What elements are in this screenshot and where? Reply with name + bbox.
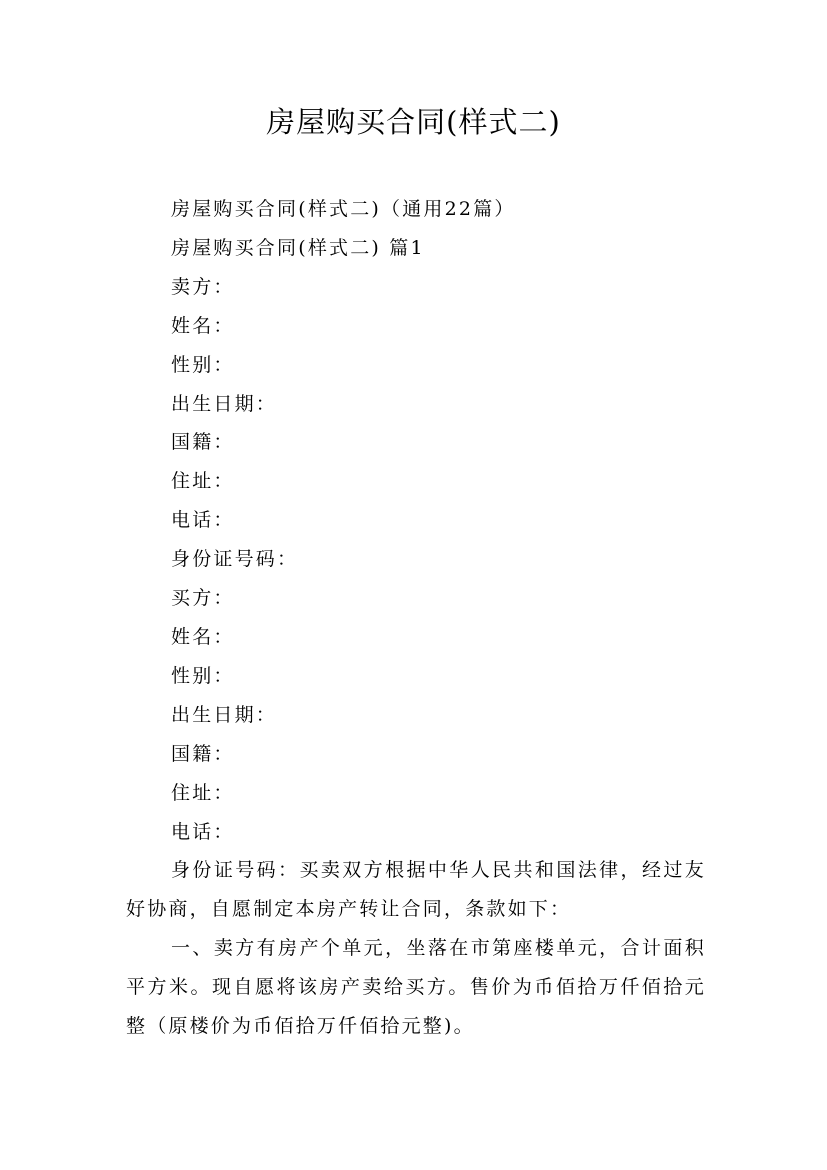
- section-heading: 房屋购买合同(样式二) 篇1: [171, 236, 425, 259]
- seller-phone-label: 电话：: [171, 509, 235, 532]
- buyer-birthdate-label: 出生日期：: [171, 703, 278, 726]
- seller-gender-label: 性别：: [171, 353, 235, 376]
- seller-address-label: 住址：: [171, 470, 235, 493]
- seller-nationality-label: 国籍：: [171, 431, 235, 454]
- buyer-name-label: 姓名：: [171, 625, 235, 648]
- seller-birthdate-label: 出生日期：: [171, 392, 278, 415]
- buyer-nationality-label: 国籍：: [171, 742, 235, 765]
- document-title: 房屋购买合同(样式二): [266, 105, 561, 139]
- buyer-gender-label: 性别：: [171, 664, 235, 687]
- intro-paragraph: 身份证号码：买卖双方根据中华人民共和国法律，经过友好协商，自愿制定本房产转让合同，条款如下：: [126, 859, 706, 921]
- document-body: [126, 190, 706, 1046]
- clause-1-paragraph: 一、卖方有房产个单元，坐落在市第座楼单元，合计面积平方米。现自愿将该房产卖给买方。售价为币佰拾万仟佰拾元整（原楼价为币佰拾万仟佰拾元整)。: [126, 937, 706, 1038]
- seller-heading: 卖方：: [171, 275, 235, 298]
- buyer-phone-label: 电话：: [171, 820, 235, 843]
- buyer-address-label: 住址：: [171, 781, 235, 804]
- buyer-heading: 买方：: [171, 587, 235, 610]
- seller-id-label: 身份证号码：: [171, 548, 299, 571]
- document-subtitle: 房屋购买合同(样式二)（通用22篇）: [171, 198, 516, 220]
- seller-name-label: 姓名：: [171, 314, 235, 337]
